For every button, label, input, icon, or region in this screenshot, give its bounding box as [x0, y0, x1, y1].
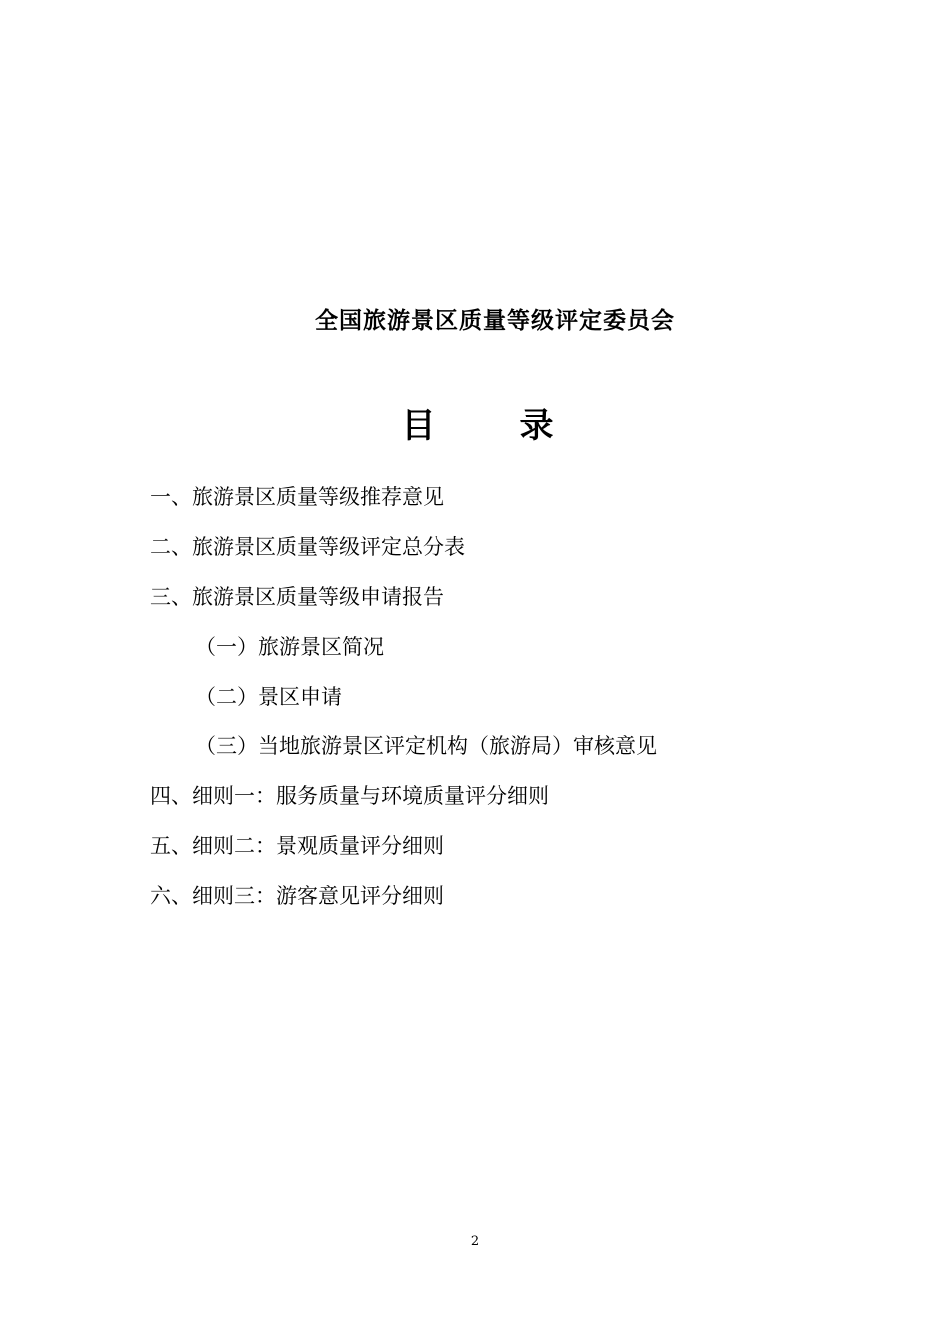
toc-item: 四、细则一：服务质量与环境质量评分细则 [150, 784, 549, 809]
toc-heading [0, 398, 950, 447]
toc-item: 三、旅游景区质量等级申请报告 [150, 584, 444, 609]
toc-subitem: （二）景区申请 [195, 684, 342, 709]
toc-heading-left: 目 [401, 406, 436, 446]
page-number: 2 [470, 1234, 480, 1249]
toc-item: 一、旅游景区质量等级推荐意见 [150, 485, 444, 509]
toc-item: 二、旅游景区质量等级评定总分表 [150, 534, 465, 559]
organization-title: 全国旅游景区质量等级评定委员会 [315, 307, 675, 334]
toc-list [150, 480, 657, 929]
toc-item: 五、细则二：景观质量评分细则 [150, 834, 444, 859]
toc-subitem: （一）旅游景区简况 [195, 634, 384, 659]
toc-item: 六、细则三：游客意见评分细则 [150, 884, 444, 909]
toc-subitem: （三）当地旅游景区评定机构（旅游局）审核意见 [195, 734, 657, 759]
toc-heading-right: 录 [519, 406, 554, 446]
